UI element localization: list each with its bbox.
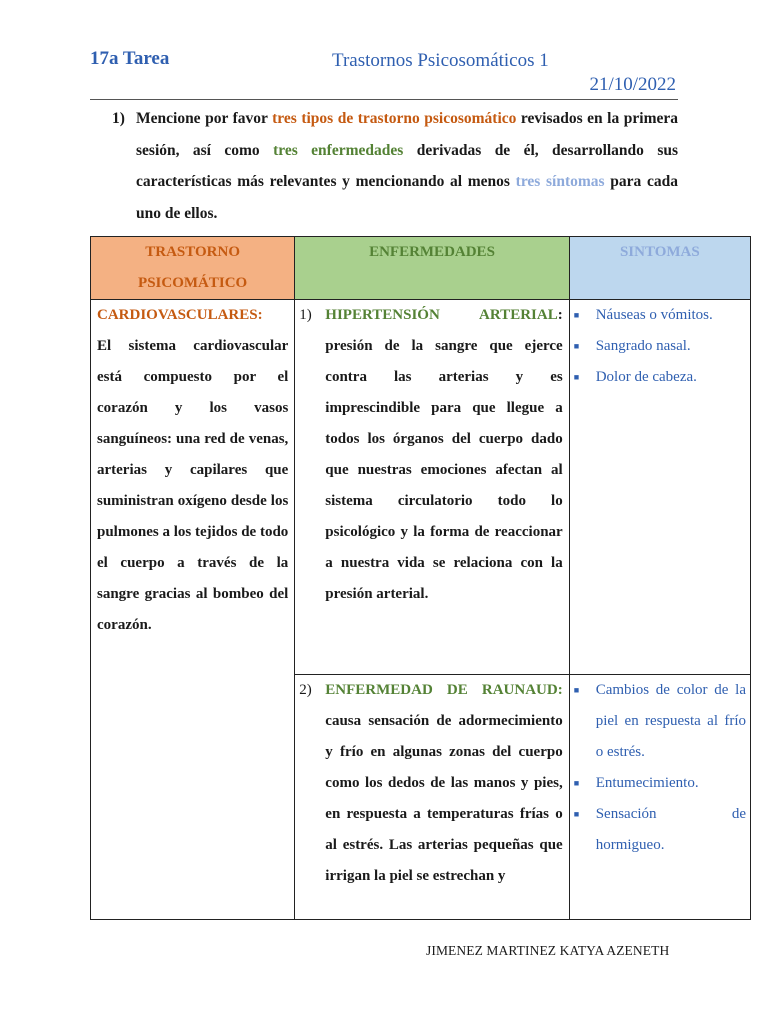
category-title: CARDIOVASCULARES: — [97, 307, 263, 323]
header-disorder-line1: TRASTORNO — [145, 244, 241, 260]
symptom-text: Náuseas o vómitos. — [595, 307, 713, 323]
bullet-icon: ■ — [573, 310, 580, 320]
symptoms-list — [570, 675, 750, 861]
bullet-icon: ■ — [573, 778, 580, 788]
list-item — [574, 675, 746, 768]
bullet-icon: ■ — [573, 809, 580, 819]
list-item — [574, 768, 746, 799]
disease-cell — [295, 300, 569, 675]
question-body — [112, 103, 678, 229]
symptoms-cell — [569, 300, 750, 675]
bullet-icon: ■ — [573, 685, 580, 695]
list-item — [574, 331, 746, 362]
list-item — [574, 362, 746, 393]
symptom-text: Sensación de hormigueo. — [595, 806, 746, 853]
disease-number: 1) — [299, 307, 312, 323]
header-disorder-line2: PSICOMÁTICO — [138, 275, 248, 291]
author-footer: JIMENEZ MARTINEZ KATYA AZENETH — [426, 943, 670, 958]
bullet-icon: ■ — [573, 372, 580, 382]
symptom-text: Cambios de color de la piel en respuesta al frío o estrés. — [595, 682, 746, 760]
symptoms-list — [570, 300, 750, 393]
table-row — [91, 300, 751, 675]
question-text-2: revisados en la primera sesión, así como — [136, 110, 678, 159]
question-text-1: Mencione por favor — [136, 110, 273, 127]
header-divider — [90, 99, 678, 100]
symptoms-cell — [569, 675, 750, 920]
list-item — [574, 799, 746, 861]
symptom-text: Sangrado nasal. — [595, 338, 691, 354]
question-highlight-symptoms: tres síntomas — [515, 173, 605, 190]
disease-description: presión de la sangre que ejerce contra las arterias y es imprescindible para que llegue a todos los órganos del cuerpo dado que nuestras emociones afectan al sistema circulatorio todo lo psicológico y la forma de reaccionar a nuestra vida se relaciona con la presión arterial. — [325, 338, 563, 602]
disease-text — [325, 675, 562, 892]
disorders-table — [90, 236, 751, 920]
question-text-4: para cada uno de ellos. — [136, 173, 678, 222]
question-number: 1) — [112, 110, 125, 127]
symptom-text: Dolor de cabeza. — [595, 369, 697, 385]
document-title: Trastornos Psicosomáticos 1 — [332, 50, 549, 71]
question-highlight-diseases: tres enfermedades — [273, 141, 404, 159]
table-header-row — [91, 237, 751, 300]
header-disorder — [91, 237, 295, 300]
symptom-text: Entumecimiento. — [595, 775, 699, 791]
question-highlight-disorders: tres tipos de trastorno psicosomático — [272, 110, 517, 127]
header-symptoms: SINTOMAS — [569, 237, 750, 300]
disease-item — [295, 300, 568, 610]
category-description: El sistema cardiovascular está compuesto por el corazón y los vasos sanguíneos: una red de venas, arterias y capilares que suministran oxígeno desde los pulmones a los tejidos de todo el cuerpo a través de la sangre gracias al bombeo del corazón. — [97, 338, 289, 633]
disease-title: HIPERTENSIÓN ARTERIAL — [325, 307, 558, 323]
disease-cell — [295, 675, 569, 920]
disease-title: ENFERMEDAD DE RAUNAUD: — [325, 682, 563, 698]
disease-number: 2) — [299, 682, 312, 698]
category-cell — [91, 300, 295, 920]
bullet-icon: ■ — [573, 341, 580, 351]
document-date: 21/10/2022 — [589, 74, 676, 95]
question-text-3: derivadas de él, desarrollando sus características más relevantes y mencionando al menos — [136, 141, 679, 190]
disease-description: causa sensación de adormecimiento y frío en algunas zonas del cuerpo como los dedos de las manos y pies, en respuesta a temperaturas frías o al estrés. Las arterias pequeñas que irrigan la piel se estrechan y — [325, 713, 563, 884]
disease-separator: : — [557, 307, 563, 323]
task-label: 17a Tarea — [90, 48, 170, 69]
list-item — [574, 300, 746, 331]
disease-item — [295, 675, 568, 892]
header-diseases: ENFERMEDADES — [295, 237, 569, 300]
disease-text — [325, 300, 562, 610]
question-paragraph — [112, 103, 678, 229]
